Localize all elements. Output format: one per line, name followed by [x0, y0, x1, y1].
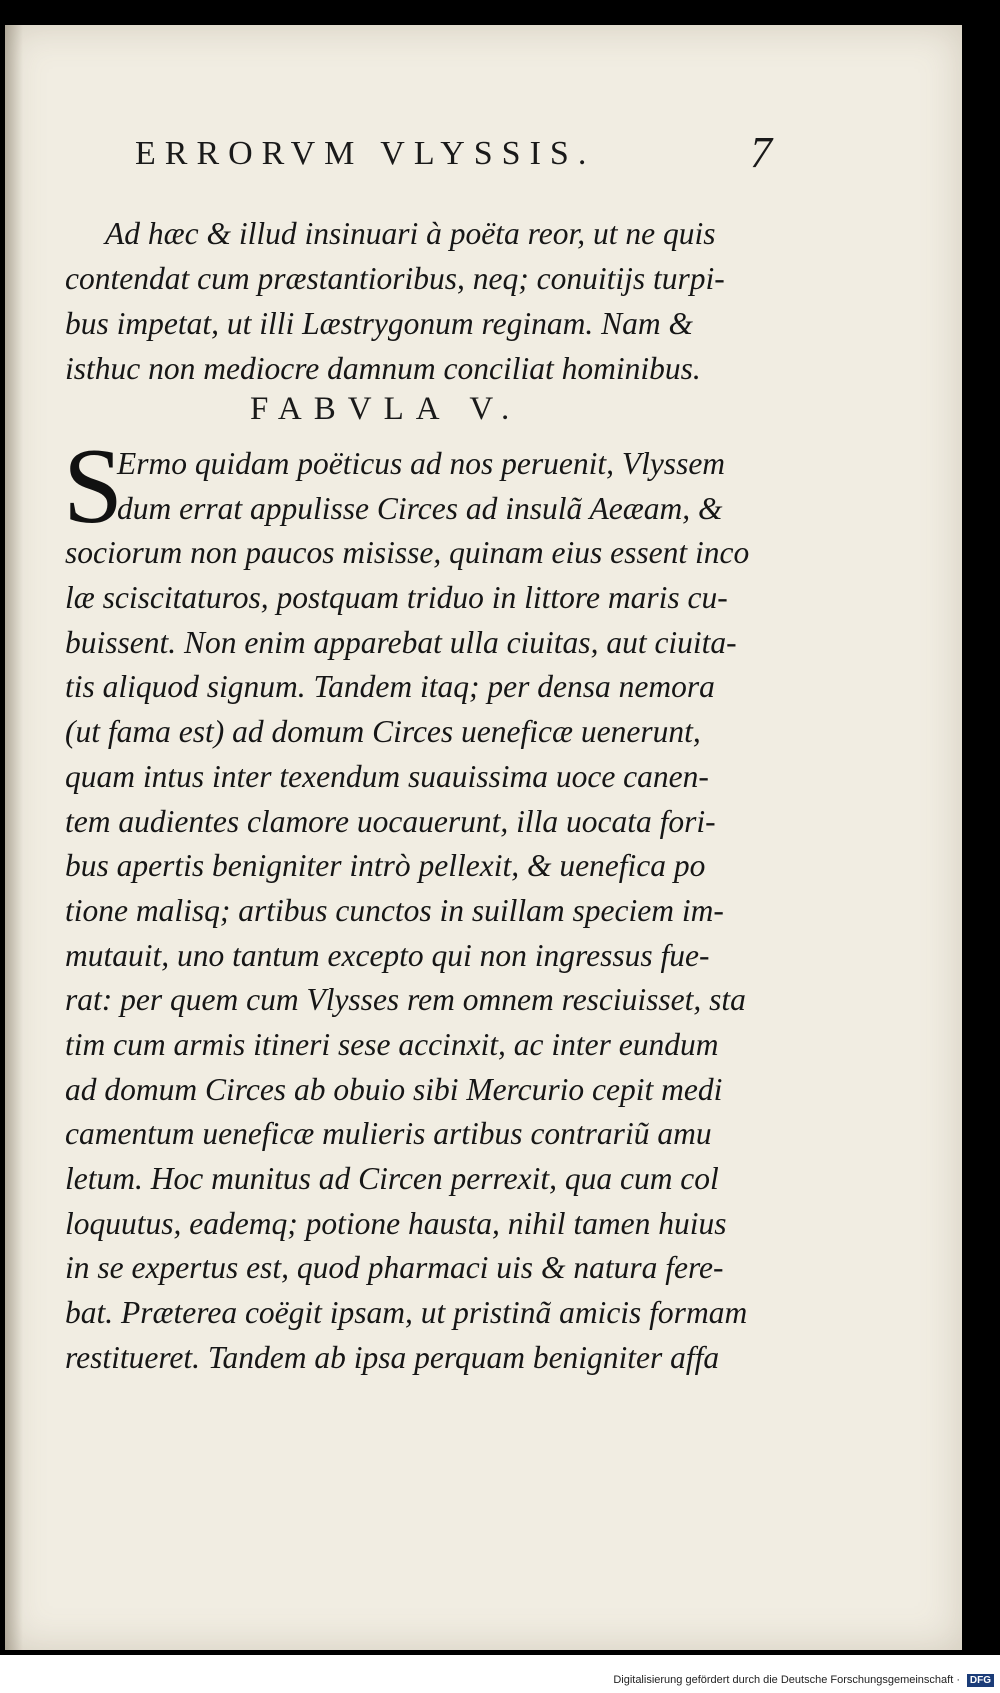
text-line: camentum ueneficæ mulieris artibus contrariũ amu [65, 1116, 712, 1152]
footer-bar [0, 1670, 1000, 1693]
drop-cap-initial: S [63, 427, 124, 546]
running-head: ERRORVM VLYSSIS. [135, 135, 596, 172]
text-line: in se expertus est, quod pharmaci uis & natura fere- [65, 1250, 724, 1286]
text-line: tim cum armis itineri sese accinxit, ac inter eundum [65, 1026, 719, 1062]
footer-spacer [0, 1655, 1000, 1670]
dfg-logo: DFG [967, 1674, 994, 1687]
text-line: tione malisq; artibus cunctos in suillam speciem im- [65, 892, 724, 928]
text-line: letum. Hoc munitus ad Circen perrexit, qua cum col [65, 1161, 719, 1196]
text-line: tem audientes clamore uocauerunt, illa uocata fori- [65, 803, 716, 839]
text-line: isthuc non mediocre damnum conciliat hominibus. [65, 351, 701, 386]
text-line: dum errat appulisse Circes ad insulã Aeæam, & [117, 490, 723, 526]
intro-paragraph [65, 211, 745, 391]
text-line: Ermo quidam poëticus ad nos peruenit, Vlyssem [117, 446, 726, 481]
text-line: bus apertis benigniter intrò pellexit, & uenefica po [65, 848, 706, 884]
text-line: tis aliquod signum. Tandem itaq; per densa nemora [65, 669, 715, 705]
text-line: quam intus inter texendum suauissima uoce canen- [65, 758, 709, 794]
text-line: loquutus, eademq; potione hausta, nihil tamen huius [65, 1205, 727, 1241]
text-line: bat. Præterea coëgit ipsam, ut pristinã amicis formam [65, 1295, 748, 1331]
text-line: ad domum Circes ab obuio sibi Mercurio cepit medi [65, 1071, 723, 1107]
section-heading: FABVLA V. [250, 391, 522, 427]
text-line: bus impetat, ut illi Læstrygonum reginam. Nam & [65, 306, 693, 341]
text-line: sociorum non paucos misisse, quinam eius essent inco [65, 535, 750, 571]
fable-paragraph [65, 442, 755, 1380]
text-line: restitueret. Tandem ab ipsa perquam benigniter affa [65, 1339, 720, 1375]
text-line: mutauit, uno tantum excepto qui non ingressus fue- [65, 937, 710, 973]
funding-credit: Digitalisierung gefördert durch die Deutsche Forschungsgemeinschaft · [613, 1674, 960, 1686]
book-page [5, 25, 962, 1650]
text-line: læ sciscitaturos, postquam triduo in littore maris cu- [65, 580, 728, 616]
text-line: Ad hæc & illud insinuari à poëta reor, ut ne quis [105, 216, 716, 251]
text-line: contendat cum præstantioribus, neq; conuitijs turpi- [65, 261, 725, 296]
text-line: (ut fama est) ad domum Circes ueneficæ uenerunt, [65, 714, 701, 750]
text-line: rat: per quem cum Vlysses rem omnem resciuisset, sta [65, 982, 746, 1018]
text-line: buissent. Non enim apparebat ulla ciuitas, aut ciuita- [65, 624, 737, 660]
page-number: 7 [750, 128, 772, 177]
